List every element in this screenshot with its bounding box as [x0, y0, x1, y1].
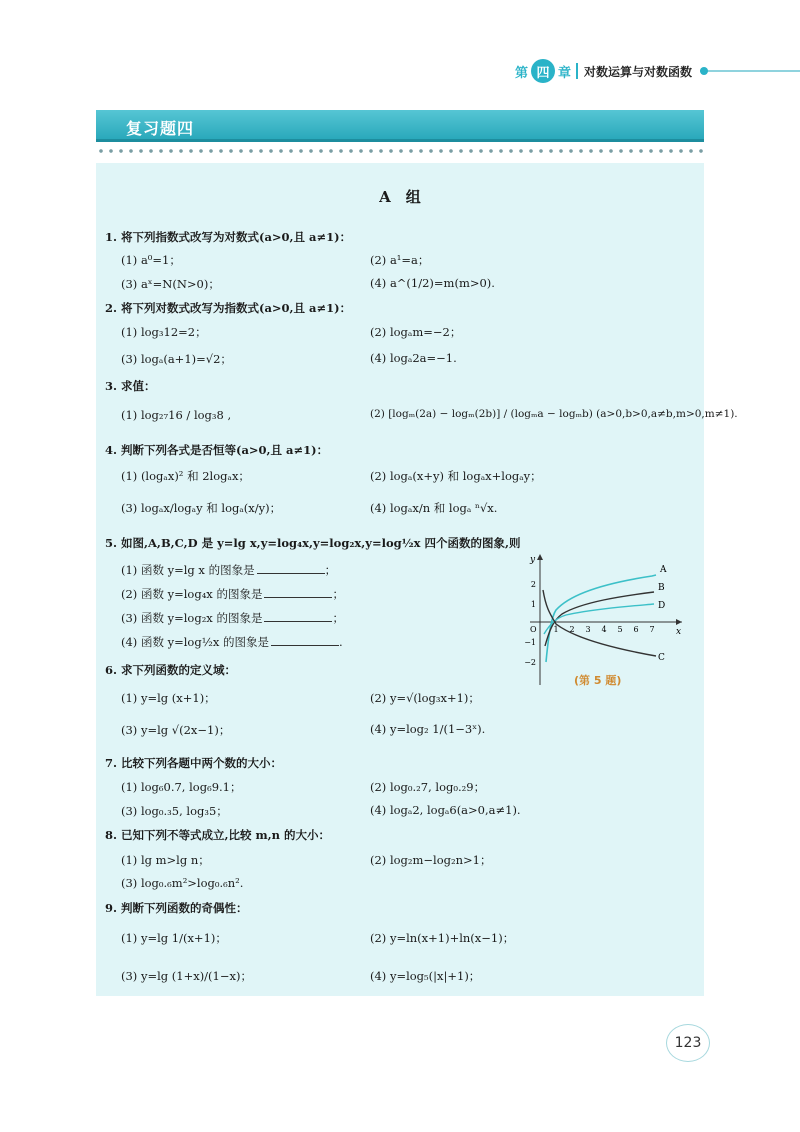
chapter-header	[515, 58, 800, 84]
q5-part-3-text: (3) 函数 y=log₂x 的图象是	[121, 611, 263, 625]
question-1-stem: 1. 将下列指数式改写为对数式(a>0,且 a≠1)：	[105, 230, 352, 244]
chapter-title: 对数运算与对数函数	[584, 64, 693, 79]
question-6-stem: 6. 求下列函数的定义域：	[105, 663, 237, 677]
question-5-part-3	[121, 610, 344, 626]
section-title-bar	[96, 110, 704, 142]
q5-part-1-end: ；	[324, 563, 337, 577]
question-8-part-2: (2) log₂m−log₂n>1；	[370, 853, 492, 867]
question-6-part-1: (1) y=lg (x+1)；	[121, 691, 216, 705]
function-graph	[522, 550, 687, 690]
question-4-part-4: (4) logₐx/n 和 logₐ ⁿ√x.	[370, 501, 498, 515]
question-2-part-4: (4) logₐ2a=−1.	[370, 351, 457, 365]
x-tick-label: 2	[569, 625, 575, 634]
question-6-part-2: (2) y=√(log₃x+1)；	[370, 691, 480, 705]
question-8-part-1: (1) lg m>lg n；	[121, 853, 210, 867]
x-tick-label: 5	[617, 625, 623, 634]
curve-label-c: C	[658, 653, 665, 663]
question-2-part-1: (1) log₃12=2；	[121, 325, 207, 339]
q5-part-2-text: (2) 函数 y=log₄x 的图象是	[121, 587, 263, 601]
answer-blank[interactable]	[264, 612, 332, 622]
answer-blank[interactable]	[257, 564, 325, 574]
rule-dot-icon	[700, 67, 708, 75]
question-4-stem: 4. 判断下列各式是否恒等(a>0,且 a≠1)：	[105, 443, 329, 457]
question-4-part-3: (3) logₐx/logₐy 和 logₐ(x/y)；	[121, 501, 282, 515]
chapter-number-badge: 四	[531, 59, 555, 83]
question-2-stem: 2. 将下列对数式改写为指数式(a>0,且 a≠1)：	[105, 301, 352, 315]
question-1-part-4: (4) a^(1/2)=m(m>0).	[370, 276, 495, 290]
chapter-suffix: 章	[558, 65, 572, 81]
question-1-part-3: (3) aˣ=N(N>0)；	[121, 277, 220, 291]
question-4-part-2: (2) logₐ(x+y) 和 logₐx+logₐy；	[370, 469, 542, 483]
question-7-part-4: (4) logₐ2, logₐ6(a>0,a≠1).	[370, 803, 521, 817]
chapter-prefix: 第	[515, 65, 529, 81]
question-9-part-2: (2) y=ln(x+1)+ln(x−1)；	[370, 931, 515, 945]
y-tick-label: 2	[530, 580, 536, 589]
q5-part-4-text: (4) 函数 y=log½x 的图象是	[121, 635, 269, 649]
x-tick-label: 4	[601, 625, 607, 634]
question-9-stem: 9. 判断下列函数的奇偶性：	[105, 901, 248, 915]
answer-blank[interactable]	[264, 588, 332, 598]
x-axis-arrow-icon	[676, 619, 682, 625]
question-5-part-4	[121, 634, 343, 650]
x-axis-label: x	[676, 627, 682, 637]
question-5-part-2	[121, 586, 344, 602]
question-2-part-3: (3) logₐ(a+1)=√2；	[121, 352, 232, 366]
question-5-part-1	[121, 562, 336, 578]
x-tick-label: 6	[633, 625, 639, 634]
question-2-part-2: (2) logₐm=−2；	[370, 325, 462, 339]
q5-part-1-text: (1) 函数 y=lg x 的图象是	[121, 563, 255, 577]
section-title: 复习题四	[126, 119, 195, 138]
question-7-part-1: (1) log₆0.7, log₆9.1；	[121, 780, 242, 794]
chapter-separator	[576, 63, 578, 79]
question-1-part-1: (1) a⁰=1；	[121, 253, 181, 267]
y-tick-label: −1	[524, 638, 536, 647]
curve-c	[543, 590, 656, 656]
question-6-part-3: (3) y=lg √(2x−1)；	[121, 723, 231, 737]
q5-part-3-end: ；	[332, 611, 344, 625]
y-axis-arrow-icon	[537, 554, 543, 560]
question-8-stem: 8. 已知下列不等式成立,比较 m,n 的大小：	[105, 828, 331, 842]
question-7-part-2: (2) log₀.₂7, log₀.₂9；	[370, 780, 486, 794]
question-3-stem: 3. 求值：	[105, 379, 156, 393]
y-tick-label: −2	[524, 658, 536, 667]
question-7-stem: 7. 比较下列各题中两个数的大小：	[105, 756, 283, 770]
question-8-part-3: (3) log₀.₆m²>log₀.₆n².	[121, 876, 244, 890]
dotted-divider	[96, 147, 704, 155]
question-1-part-2: (2) a¹=a；	[370, 253, 430, 267]
curve-label-b: B	[658, 583, 665, 593]
x-tick-label: 7	[649, 625, 655, 634]
q5-part-2-end: ；	[332, 587, 344, 601]
x-tick-label: 3	[585, 625, 591, 634]
origin-label: O	[530, 625, 537, 634]
question-5-stem: 5. 如图,A,B,C,D 是 y=lg x,y=log₄x,y=log₂x,y=log½x 四个函数的图象,则	[105, 536, 521, 550]
question-3-part-2: (2) [logₘ(2a) − logₘ(2b)] / (logₘa − logₘb) (a>0,b>0,a≠b,m>0,m≠1).	[370, 408, 738, 420]
group-title: A 组	[379, 188, 421, 206]
y-tick-label: 1	[530, 600, 536, 609]
question-9-part-4: (4) y=log₅(|x|+1)；	[370, 969, 481, 983]
curve-label-d: D	[658, 601, 666, 611]
question-7-part-3: (3) log₀.₃5, log₃5；	[121, 804, 228, 818]
question-9-part-1: (1) y=lg 1/(x+1)；	[121, 931, 227, 945]
question-6-part-4: (4) y=log₂ 1/(1−3ˣ).	[370, 722, 486, 736]
x-tick-label: 1	[553, 625, 559, 634]
curve-label-a: A	[660, 565, 667, 575]
figure-caption: (第 5 题)	[574, 674, 622, 687]
answer-blank[interactable]	[271, 636, 339, 646]
page-number: 123	[666, 1024, 710, 1062]
chapter-rule	[700, 70, 800, 72]
question-9-part-3: (3) y=lg (1+x)/(1−x)；	[121, 969, 252, 983]
q5-part-4-end: .	[338, 635, 343, 649]
curve-b	[545, 592, 654, 646]
question-3-part-1: (1) log₂₇16 / log₃8 ,	[121, 408, 232, 422]
curve-a	[546, 575, 656, 662]
question-4-part-1: (1) (logₐx)² 和 2logₐx；	[121, 469, 250, 483]
y-axis-label: y	[530, 555, 536, 565]
